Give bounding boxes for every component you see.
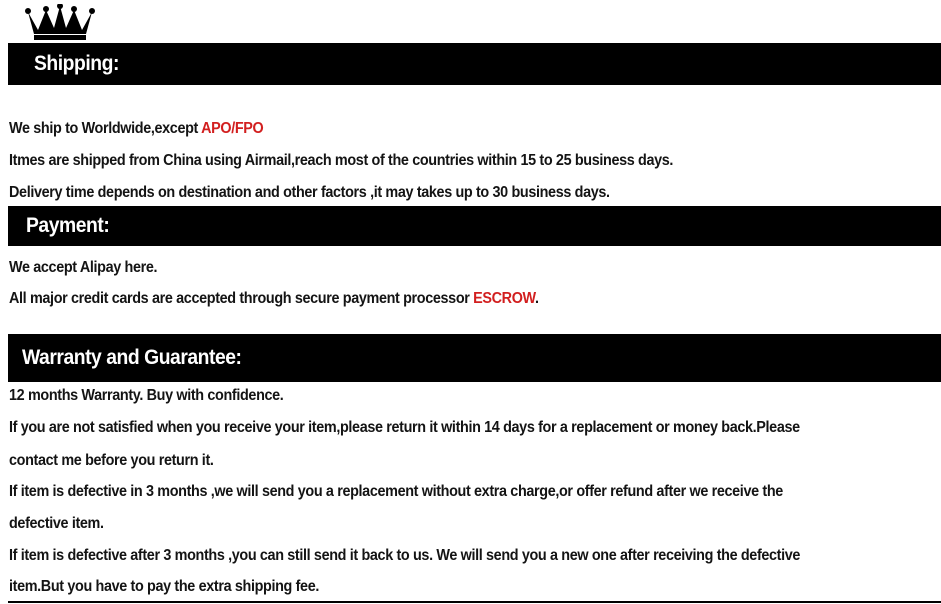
payment-line-2: All major credit cards are accepted through secure payment processor ESCROW. xyxy=(9,290,539,307)
warranty-header xyxy=(8,334,941,382)
payment-title: Payment: xyxy=(26,214,110,237)
warranty-line: item.But you have to pay the extra shipping fee. xyxy=(9,578,319,595)
warranty-line: If item is defective after 3 months ,you can still send it back to us. We will send you a new one after receiving the defective xyxy=(9,547,801,564)
warranty-line: defective item. xyxy=(9,515,104,532)
warranty-line: If item is defective in 3 months ,we will send you a replacement without extra charge,or offer refund after we receive the xyxy=(9,483,783,500)
warranty-title: Warranty and Guarantee: xyxy=(22,346,242,369)
bottom-divider xyxy=(8,601,941,603)
shipping-line-1: We ship to Worldwide,except APO/FPO xyxy=(9,120,264,137)
warranty-line: contact me before you return it. xyxy=(9,452,214,469)
warranty-line: If you are not satisfied when you receive your item,please return it within 14 days for a replacement or money back.Please xyxy=(9,419,800,436)
shipping-line-3: Delivery time depends on destination and other factors ,it may takes up to 30 business days. xyxy=(9,184,610,201)
shipping-line-2: Itmes are shipped from China using Airmail,reach most of the countries within 15 to 25 business days. xyxy=(9,152,674,169)
escrow-highlight: ESCROW xyxy=(473,290,535,307)
payment-line-1: We accept Alipay here. xyxy=(9,259,158,276)
shipping-header xyxy=(8,43,941,85)
payment-header xyxy=(8,206,941,246)
apo-fpo-highlight: APO/FPO xyxy=(201,120,264,137)
shipping-title: Shipping: xyxy=(34,52,119,75)
warranty-line: 12 months Warranty. Buy with confidence. xyxy=(9,387,284,404)
crown-icon xyxy=(24,4,96,42)
